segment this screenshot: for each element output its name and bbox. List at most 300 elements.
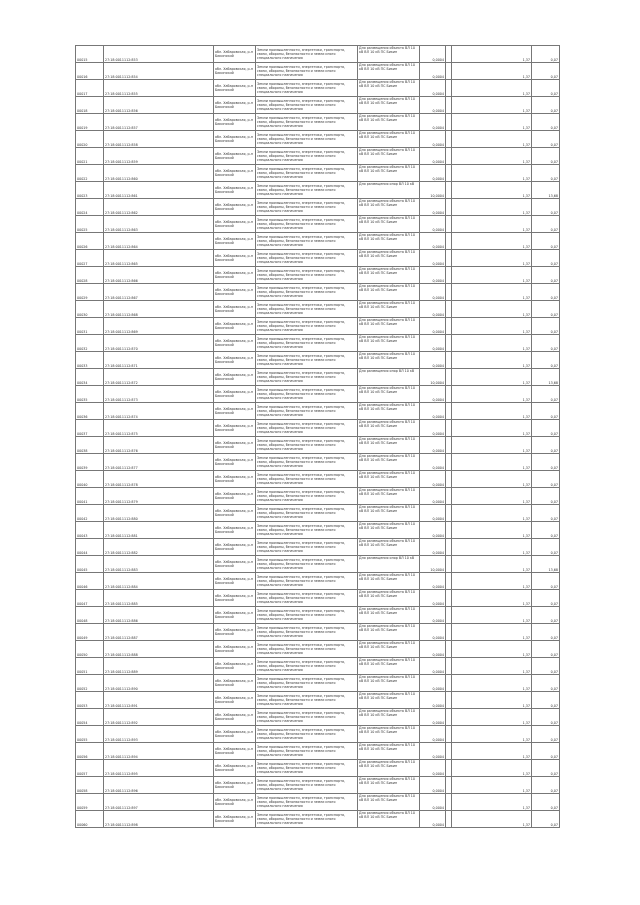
cell-payment: 0,07	[532, 335, 560, 352]
cell-record-id: 00042	[76, 505, 104, 522]
table-row	[76, 658, 560, 675]
cell-permitted-use: Для размещения опор ВЛ 10 кВ	[358, 556, 420, 573]
cell-location: обл. Хабаровская, р-н Бикинский	[214, 556, 256, 573]
cell-permitted-use: Для размещения объекта ВЛ 10 кВ ВЛ 10 кВ ПС Бикин	[358, 97, 420, 114]
cell-land-category: Земли промышленности, энергетики, транспорта, связи, обороны, безопасности и земли иного специального назначения	[256, 114, 358, 131]
cell-permitted-use: Для размещения объекта ВЛ 10 кВ ВЛ 10 кВ ПС Бикин	[358, 148, 420, 165]
cell-land-category: Земли промышленности, энергетики, транспорта, связи, обороны, безопасности и земли иного специального назначения	[256, 199, 358, 216]
table-row	[76, 624, 560, 641]
cell-area: 10,0004	[420, 556, 446, 573]
cell-area: 0,0004	[420, 420, 446, 437]
cell-area: 0,0004	[420, 199, 446, 216]
cell-permitted-use: Для размещения объекта ВЛ 10 кВ ВЛ 10 кВ ПС Бикин	[358, 352, 420, 369]
cell-cadastral-number: 27:18:0011112:889	[104, 658, 214, 675]
table-row	[76, 301, 560, 318]
table-row	[76, 114, 560, 131]
cell-payment: 0,07	[532, 641, 560, 658]
cell-payment: 0,07	[532, 284, 560, 301]
cell-cadastral-number: 27:18:0011112:861	[104, 182, 214, 199]
cell-record-id: 00052	[76, 675, 104, 692]
cell-land-category: Земли промышленности, энергетики, транспорта, связи, обороны, безопасности и земли иного специального назначения	[256, 624, 358, 641]
cell-land-category: Земли промышленности, энергетики, транспорта, связи, обороны, безопасности и земли иного специального назначения	[256, 335, 358, 352]
cell-payment: 0,07	[532, 267, 560, 284]
cell-rate: 1,37	[452, 641, 532, 658]
cell-rate: 1,37	[452, 352, 532, 369]
cell-rate: 1,37	[452, 590, 532, 607]
cell-rate: 1,37	[452, 471, 532, 488]
cell-record-id: 00029	[76, 284, 104, 301]
table-row	[76, 471, 560, 488]
cell-area: 0,0004	[420, 743, 446, 760]
cell-location: обл. Хабаровская, р-н Бикинский	[214, 301, 256, 318]
cell-location: обл. Хабаровская, р-н Бикинский	[214, 590, 256, 607]
cell-payment: 0,07	[532, 811, 560, 828]
cell-land-category: Земли промышленности, энергетики, транспорта, связи, обороны, безопасности и земли иного специального назначения	[256, 250, 358, 267]
cell-cadastral-number: 27:18:0011112:896	[104, 777, 214, 794]
cell-payment: 0,07	[532, 522, 560, 539]
cell-payment: 0,07	[532, 437, 560, 454]
cell-land-category: Земли промышленности, энергетики, транспорта, связи, обороны, безопасности и земли иного специального назначения	[256, 318, 358, 335]
cell-cadastral-number: 27:18:0011112:886	[104, 607, 214, 624]
cell-permitted-use: Для размещения объекта ВЛ 10 кВ ВЛ 10 кВ ПС Бикин	[358, 794, 420, 811]
cell-land-category: Земли промышленности, энергетики, транспорта, связи, обороны, безопасности и земли иного специального назначения	[256, 182, 358, 199]
cell-cadastral-number: 27:18:0011112:855	[104, 80, 214, 97]
cell-permitted-use: Для размещения объекта ВЛ 10 кВ ВЛ 10 кВ ПС Бикин	[358, 471, 420, 488]
cell-cadastral-number: 27:18:0011112:884	[104, 573, 214, 590]
cell-record-id: 00028	[76, 267, 104, 284]
cell-permitted-use: Для размещения объекта ВЛ 10 кВ ВЛ 10 кВ ПС Бикин	[358, 267, 420, 284]
cell-rate: 1,37	[452, 318, 532, 335]
cell-location: обл. Хабаровская, р-н Бикинский	[214, 692, 256, 709]
cell-record-id: 00018	[76, 97, 104, 114]
cell-rate: 1,37	[452, 420, 532, 437]
cell-rate: 1,37	[452, 148, 532, 165]
cell-location: обл. Хабаровская, р-н Бикинский	[214, 165, 256, 182]
cell-permitted-use: Для размещения объекта ВЛ 10 кВ ВЛ 10 кВ ПС Бикин	[358, 726, 420, 743]
cell-location: обл. Хабаровская, р-н Бикинский	[214, 63, 256, 80]
cell-land-category: Земли промышленности, энергетики, транспорта, связи, обороны, безопасности и земли иного специального назначения	[256, 301, 358, 318]
cell-land-category: Земли промышленности, энергетики, транспорта, связи, обороны, безопасности и земли иного специального назначения	[256, 811, 358, 828]
cell-cadastral-number: 27:18:0011112:875	[104, 420, 214, 437]
cell-land-category: Земли промышленности, энергетики, транспорта, связи, обороны, безопасности и земли иного специального назначения	[256, 675, 358, 692]
cell-rate: 1,37	[452, 369, 532, 386]
cell-land-category: Земли промышленности, энергетики, транспорта, связи, обороны, безопасности и земли иного специального назначения	[256, 488, 358, 505]
cell-record-id: 00036	[76, 403, 104, 420]
cell-area: 0,0004	[420, 726, 446, 743]
cell-cadastral-number: 27:18:0011112:866	[104, 267, 214, 284]
cell-area: 0,0004	[420, 437, 446, 454]
cell-land-category: Земли промышленности, энергетики, транспорта, связи, обороны, безопасности и земли иного специального назначения	[256, 284, 358, 301]
cell-location: обл. Хабаровская, р-н Бикинский	[214, 539, 256, 556]
cell-cadastral-number: 27:18:0011112:891	[104, 692, 214, 709]
table-row	[76, 284, 560, 301]
table-row	[76, 522, 560, 539]
cell-area: 0,0004	[420, 403, 446, 420]
cell-location: обл. Хабаровская, р-н Бикинский	[214, 811, 256, 828]
cell-rate: 1,37	[452, 301, 532, 318]
cell-rate: 1,37	[452, 454, 532, 471]
cell-payment: 0,07	[532, 658, 560, 675]
cell-location: обл. Хабаровская, р-н Бикинский	[214, 624, 256, 641]
cell-location: обл. Хабаровская, р-н Бикинский	[214, 437, 256, 454]
cell-area: 0,0004	[420, 590, 446, 607]
cell-rate: 1,37	[452, 63, 532, 80]
cell-land-category: Земли промышленности, энергетики, транспорта, связи, обороны, безопасности и земли иного специального назначения	[256, 760, 358, 777]
cell-payment: 0,07	[532, 454, 560, 471]
cell-payment: 0,07	[532, 573, 560, 590]
cell-area: 0,0004	[420, 607, 446, 624]
table-row	[76, 403, 560, 420]
cell-area: 0,0004	[420, 658, 446, 675]
cell-area: 0,0004	[420, 114, 446, 131]
table-row	[76, 165, 560, 182]
cell-record-id: 00059	[76, 794, 104, 811]
cell-area: 0,0004	[420, 386, 446, 403]
cell-rate: 1,37	[452, 539, 532, 556]
cell-land-category: Земли промышленности, энергетики, транспорта, связи, обороны, безопасности и земли иного специального назначения	[256, 216, 358, 233]
cell-cadastral-number: 27:18:0011112:892	[104, 709, 214, 726]
table-row	[76, 760, 560, 777]
cell-record-id: 00022	[76, 165, 104, 182]
cell-location: обл. Хабаровская, р-н Бикинский	[214, 199, 256, 216]
cell-record-id: 00043	[76, 522, 104, 539]
cell-permitted-use: Для размещения объекта ВЛ 10 кВ ВЛ 10 кВ ПС Бикин	[358, 386, 420, 403]
cell-payment: 0,07	[532, 488, 560, 505]
cell-rate: 1,37	[452, 216, 532, 233]
cell-area: 0,0004	[420, 573, 446, 590]
cell-rate: 1,37	[452, 284, 532, 301]
cell-location: обл. Хабаровская, р-н Бикинский	[214, 760, 256, 777]
table-row	[76, 641, 560, 658]
cell-payment: 0,07	[532, 624, 560, 641]
cell-land-category: Земли промышленности, энергетики, транспорта, связи, обороны, безопасности и земли иного специального назначения	[256, 386, 358, 403]
cell-area: 0,0004	[420, 641, 446, 658]
cell-land-category: Земли промышленности, энергетики, транспорта, связи, обороны, безопасности и земли иного специального назначения	[256, 743, 358, 760]
cell-permitted-use: Для размещения объекта ВЛ 10 кВ ВЛ 10 кВ ПС Бикин	[358, 63, 420, 80]
cell-record-id: 00017	[76, 80, 104, 97]
cell-permitted-use: Для размещения объекта ВЛ 10 кВ ВЛ 10 кВ ПС Бикин	[358, 522, 420, 539]
cell-cadastral-number: 27:18:0011112:882	[104, 539, 214, 556]
cell-cadastral-number: 27:18:0011112:857	[104, 114, 214, 131]
cell-payment: 0,07	[532, 777, 560, 794]
cell-area: 0,0004	[420, 709, 446, 726]
cell-payment: 0,07	[532, 403, 560, 420]
cell-permitted-use: Для размещения объекта ВЛ 10 кВ ВЛ 10 кВ ПС Бикин	[358, 743, 420, 760]
land-plots-table	[75, 45, 560, 828]
cell-record-id: 00044	[76, 539, 104, 556]
cell-location: обл. Хабаровская, р-н Бикинский	[214, 335, 256, 352]
cell-payment: 0,07	[532, 97, 560, 114]
cell-payment: 0,07	[532, 471, 560, 488]
table-row	[76, 590, 560, 607]
cell-location: обл. Хабаровская, р-н Бикинский	[214, 267, 256, 284]
cell-location: обл. Хабаровская, р-н Бикинский	[214, 403, 256, 420]
cell-permitted-use: Для размещения объекта ВЛ 10 кВ ВЛ 10 кВ ПС Бикин	[358, 165, 420, 182]
table-row	[76, 335, 560, 352]
table-row	[76, 556, 560, 573]
cell-location: обл. Хабаровская, р-н Бикинский	[214, 777, 256, 794]
table-row	[76, 216, 560, 233]
cell-record-id: 00056	[76, 743, 104, 760]
cell-land-category: Земли промышленности, энергетики, транспорта, связи, обороны, безопасности и земли иного специального назначения	[256, 63, 358, 80]
cell-area: 0,0004	[420, 46, 446, 63]
table-body	[76, 46, 560, 828]
table-row	[76, 46, 560, 63]
cell-location: обл. Хабаровская, р-н Бикинский	[214, 675, 256, 692]
cell-permitted-use: Для размещения объекта ВЛ 10 кВ ВЛ 10 кВ ПС Бикин	[358, 675, 420, 692]
cell-payment: 0,07	[532, 709, 560, 726]
cell-land-category: Земли промышленности, энергетики, транспорта, связи, обороны, безопасности и земли иного специального назначения	[256, 97, 358, 114]
cell-area: 0,0004	[420, 692, 446, 709]
cell-land-category: Земли промышленности, энергетики, транспорта, связи, обороны, безопасности и земли иного специального назначения	[256, 352, 358, 369]
cell-record-id: 00046	[76, 573, 104, 590]
table-row	[76, 386, 560, 403]
cell-location: обл. Хабаровская, р-н Бикинский	[214, 250, 256, 267]
cell-rate: 1,37	[452, 692, 532, 709]
cell-payment: 0,07	[532, 250, 560, 267]
cell-land-category: Земли промышленности, энергетики, транспорта, связи, обороны, безопасности и земли иного специального назначения	[256, 726, 358, 743]
table-row	[76, 692, 560, 709]
table-row	[76, 148, 560, 165]
table-row	[76, 743, 560, 760]
cell-rate: 1,37	[452, 165, 532, 182]
cell-record-id: 00060	[76, 811, 104, 828]
table-row	[76, 182, 560, 199]
cell-permitted-use: Для размещения объекта ВЛ 10 кВ ВЛ 10 кВ ПС Бикин	[358, 114, 420, 131]
table-row	[76, 726, 560, 743]
table-row	[76, 488, 560, 505]
cell-rate: 1,37	[452, 658, 532, 675]
cell-cadastral-number: 27:18:0011112:873	[104, 386, 214, 403]
cell-cadastral-number: 27:18:0011112:864	[104, 233, 214, 250]
cell-payment: 0,07	[532, 539, 560, 556]
cell-rate: 1,37	[452, 794, 532, 811]
cell-cadastral-number: 27:18:0011112:867	[104, 284, 214, 301]
cell-record-id: 00048	[76, 607, 104, 624]
cell-location: обл. Хабаровская, р-н Бикинский	[214, 726, 256, 743]
cell-location: обл. Хабаровская, р-н Бикинский	[214, 488, 256, 505]
cell-land-category: Земли промышленности, энергетики, транспорта, связи, обороны, безопасности и земли иного специального назначения	[256, 505, 358, 522]
cell-permitted-use: Для размещения объекта ВЛ 10 кВ ВЛ 10 кВ ПС Бикин	[358, 216, 420, 233]
cell-record-id: 00034	[76, 369, 104, 386]
cell-permitted-use: Для размещения опор ВЛ 10 кВ	[358, 369, 420, 386]
cell-payment: 0,07	[532, 760, 560, 777]
cell-payment: 0,07	[532, 692, 560, 709]
cell-area: 0,0004	[420, 267, 446, 284]
cell-area: 0,0004	[420, 505, 446, 522]
cell-land-category: Земли промышленности, энергетики, транспорта, связи, обороны, безопасности и земли иного специального назначения	[256, 607, 358, 624]
cell-location: обл. Хабаровская, р-н Бикинский	[214, 420, 256, 437]
cell-payment: 0,07	[532, 352, 560, 369]
cell-cadastral-number: 27:18:0011112:870	[104, 335, 214, 352]
table-row	[76, 63, 560, 80]
cell-rate: 1,37	[452, 199, 532, 216]
table-row	[76, 437, 560, 454]
cell-rate: 1,37	[452, 335, 532, 352]
cell-record-id: 00050	[76, 641, 104, 658]
cell-record-id: 00049	[76, 624, 104, 641]
cell-permitted-use: Для размещения объекта ВЛ 10 кВ ВЛ 10 кВ ПС Бикин	[358, 199, 420, 216]
cell-land-category: Земли промышленности, энергетики, транспорта, связи, обороны, безопасности и земли иного специального назначения	[256, 420, 358, 437]
cell-cadastral-number: 27:18:0011112:869	[104, 318, 214, 335]
cell-location: обл. Хабаровская, р-н Бикинский	[214, 573, 256, 590]
cell-area: 0,0004	[420, 539, 446, 556]
cell-payment: 0,07	[532, 233, 560, 250]
cell-rate: 1,37	[452, 709, 532, 726]
table-row	[76, 539, 560, 556]
cell-record-id: 00047	[76, 590, 104, 607]
cell-record-id: 00051	[76, 658, 104, 675]
table-row	[76, 199, 560, 216]
cell-permitted-use: Для размещения объекта ВЛ 10 кВ ВЛ 10 кВ ПС Бикин	[358, 777, 420, 794]
cell-permitted-use: Для размещения объекта ВЛ 10 кВ ВЛ 10 кВ ПС Бикин	[358, 488, 420, 505]
cell-cadastral-number: 27:18:0011112:860	[104, 165, 214, 182]
cell-record-id: 00021	[76, 148, 104, 165]
cell-area: 0,0004	[420, 233, 446, 250]
cell-rate: 1,37	[452, 182, 532, 199]
cell-permitted-use: Для размещения объекта ВЛ 10 кВ ВЛ 10 кВ ПС Бикин	[358, 709, 420, 726]
cell-permitted-use: Для размещения опор ВЛ 10 кВ	[358, 182, 420, 199]
cell-location: обл. Хабаровская, р-н Бикинский	[214, 794, 256, 811]
cell-location: обл. Хабаровская, р-н Бикинский	[214, 454, 256, 471]
cell-record-id: 00054	[76, 709, 104, 726]
cell-cadastral-number: 27:18:0011112:859	[104, 148, 214, 165]
cell-record-id: 00045	[76, 556, 104, 573]
table-row	[76, 607, 560, 624]
cell-cadastral-number: 27:18:0011112:890	[104, 675, 214, 692]
cell-location: обл. Хабаровская, р-н Бикинский	[214, 369, 256, 386]
cell-payment: 0,07	[532, 199, 560, 216]
cell-rate: 1,37	[452, 811, 532, 828]
table-row	[76, 233, 560, 250]
cell-rate: 1,37	[452, 437, 532, 454]
cell-location: обл. Хабаровская, р-н Бикинский	[214, 46, 256, 63]
table-row	[76, 131, 560, 148]
cell-cadastral-number: 27:18:0011112:863	[104, 216, 214, 233]
cell-land-category: Земли промышленности, энергетики, транспорта, связи, обороны, безопасности и земли иного специального назначения	[256, 165, 358, 182]
table-row	[76, 420, 560, 437]
cell-cadastral-number: 27:18:0011112:865	[104, 250, 214, 267]
cell-location: обл. Хабаровская, р-н Бикинский	[214, 80, 256, 97]
cell-land-category: Земли промышленности, энергетики, транспорта, связи, обороны, безопасности и земли иного специального назначения	[256, 794, 358, 811]
cell-permitted-use: Для размещения объекта ВЛ 10 кВ ВЛ 10 кВ ПС Бикин	[358, 692, 420, 709]
cell-area: 0,0004	[420, 777, 446, 794]
cell-payment: 0,07	[532, 726, 560, 743]
cell-record-id: 00026	[76, 233, 104, 250]
cell-area: 0,0004	[420, 811, 446, 828]
cell-location: обл. Хабаровская, р-н Бикинский	[214, 471, 256, 488]
cell-rate: 1,37	[452, 46, 532, 63]
cell-cadastral-number: 27:18:0011112:887	[104, 624, 214, 641]
cell-land-category: Земли промышленности, энергетики, транспорта, связи, обороны, безопасности и земли иного специального назначения	[256, 471, 358, 488]
cell-cadastral-number: 27:18:0011112:894	[104, 743, 214, 760]
cell-rate: 1,37	[452, 267, 532, 284]
cell-record-id: 00058	[76, 777, 104, 794]
cell-record-id: 00038	[76, 437, 104, 454]
cell-location: обл. Хабаровская, р-н Бикинский	[214, 182, 256, 199]
cell-payment: 0,07	[532, 301, 560, 318]
cell-rate: 1,37	[452, 233, 532, 250]
cell-cadastral-number: 27:18:0011112:877	[104, 454, 214, 471]
cell-permitted-use: Для размещения объекта ВЛ 10 кВ ВЛ 10 кВ ПС Бикин	[358, 760, 420, 777]
cell-rate: 1,37	[452, 675, 532, 692]
cell-record-id: 00041	[76, 488, 104, 505]
cell-permitted-use: Для размещения объекта ВЛ 10 кВ ВЛ 10 кВ ПС Бикин	[358, 505, 420, 522]
cell-cadastral-number: 27:18:0011112:874	[104, 403, 214, 420]
cell-payment: 13,68	[532, 556, 560, 573]
cell-area: 0,0004	[420, 148, 446, 165]
cell-land-category: Земли промышленности, энергетики, транспорта, связи, обороны, безопасности и земли иного специального назначения	[256, 522, 358, 539]
cell-record-id: 00037	[76, 420, 104, 437]
table-row	[76, 573, 560, 590]
table-row	[76, 505, 560, 522]
cell-rate: 1,37	[452, 250, 532, 267]
cell-area: 0,0004	[420, 675, 446, 692]
cell-record-id: 00032	[76, 335, 104, 352]
cell-permitted-use: Для размещения объекта ВЛ 10 кВ ВЛ 10 кВ ПС Бикин	[358, 318, 420, 335]
cell-cadastral-number: 27:18:0011112:881	[104, 522, 214, 539]
cell-land-category: Земли промышленности, энергетики, транспорта, связи, обороны, безопасности и земли иного специального назначения	[256, 437, 358, 454]
cell-record-id: 00024	[76, 199, 104, 216]
cell-permitted-use: Для размещения объекта ВЛ 10 кВ ВЛ 10 кВ ПС Бикин	[358, 811, 420, 828]
cell-payment: 0,07	[532, 114, 560, 131]
cell-area: 0,0004	[420, 760, 446, 777]
cell-land-category: Земли промышленности, энергетики, транспорта, связи, обороны, безопасности и земли иного специального назначения	[256, 573, 358, 590]
cell-cadastral-number: 27:18:0011112:880	[104, 505, 214, 522]
cell-rate: 1,37	[452, 743, 532, 760]
cell-land-category: Земли промышленности, энергетики, транспорта, связи, обороны, безопасности и земли иного специального назначения	[256, 131, 358, 148]
cell-area: 10,0004	[420, 182, 446, 199]
cell-cadastral-number: 27:18:0011112:854	[104, 63, 214, 80]
cell-payment: 0,07	[532, 675, 560, 692]
cell-rate: 1,37	[452, 97, 532, 114]
cell-land-category: Земли промышленности, энергетики, транспорта, связи, обороны, безопасности и земли иного специального назначения	[256, 777, 358, 794]
cell-cadastral-number: 27:18:0011112:878	[104, 471, 214, 488]
cell-area: 0,0004	[420, 522, 446, 539]
cell-area: 0,0004	[420, 250, 446, 267]
cell-rate: 1,37	[452, 556, 532, 573]
cell-payment: 0,07	[532, 216, 560, 233]
table-row	[76, 675, 560, 692]
cell-area: 0,0004	[420, 284, 446, 301]
cell-location: обл. Хабаровская, р-н Бикинский	[214, 216, 256, 233]
cell-record-id: 00031	[76, 318, 104, 335]
cell-rate: 1,37	[452, 607, 532, 624]
cell-rate: 1,37	[452, 760, 532, 777]
cell-area: 0,0004	[420, 471, 446, 488]
table-row	[76, 454, 560, 471]
cell-record-id: 00019	[76, 114, 104, 131]
table-row	[76, 352, 560, 369]
cell-location: обл. Хабаровская, р-н Бикинский	[214, 743, 256, 760]
cell-permitted-use: Для размещения объекта ВЛ 10 кВ ВЛ 10 кВ ПС Бикин	[358, 658, 420, 675]
cell-area: 0,0004	[420, 165, 446, 182]
cell-area: 0,0004	[420, 301, 446, 318]
cell-location: обл. Хабаровская, р-н Бикинский	[214, 352, 256, 369]
cell-cadastral-number: 27:18:0011112:885	[104, 590, 214, 607]
cell-permitted-use: Для размещения объекта ВЛ 10 кВ ВЛ 10 кВ ПС Бикин	[358, 573, 420, 590]
cell-cadastral-number: 27:18:0011112:876	[104, 437, 214, 454]
cell-rate: 1,37	[452, 522, 532, 539]
cell-cadastral-number: 27:18:0011112:868	[104, 301, 214, 318]
cell-record-id: 00039	[76, 454, 104, 471]
cell-area: 0,0004	[420, 216, 446, 233]
cell-land-category: Земли промышленности, энергетики, транспорта, связи, обороны, безопасности и земли иного специального назначения	[256, 709, 358, 726]
cell-area: 0,0004	[420, 80, 446, 97]
cell-rate: 1,37	[452, 726, 532, 743]
cell-location: обл. Хабаровская, р-н Бикинский	[214, 641, 256, 658]
cell-land-category: Земли промышленности, энергетики, транспорта, связи, обороны, безопасности и земли иного специального назначения	[256, 556, 358, 573]
